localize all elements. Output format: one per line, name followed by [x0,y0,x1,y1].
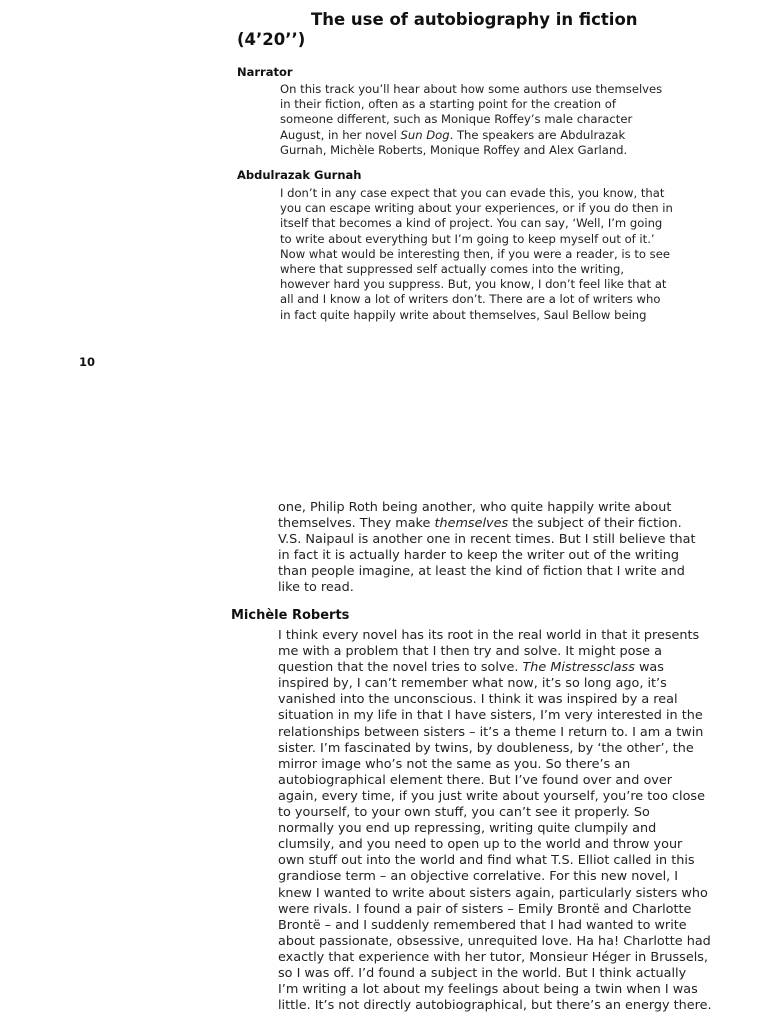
text-segment: autobiographical element there. But I’ve found over and over [278,772,673,788]
page-number: 10 [79,355,96,369]
text-segment: where that suppressed self actually comes into the writing, [280,262,625,277]
text-segment: Brontë – and I suddenly remembered that I had wanted to write [278,917,687,933]
text-segment: one, Philip Roth being another, who quite happily write about [278,500,672,515]
text-line [278,692,712,708]
document-title: The use of autobiography in fiction [311,10,638,29]
italic-title-text: Sun Dog [400,127,450,142]
text-segment: in their fiction, often as a starting point for the creation of [280,97,616,112]
text-line [278,837,712,853]
text-line [278,982,712,998]
text-line [280,112,662,127]
text-segment: I think every novel has its root in the real world in that it presents [278,628,700,643]
text-segment: in fact it is actually harder to keep the writer out of the writing [278,548,680,564]
text-segment: . The speakers are Abdulrazak [449,127,626,142]
text-segment: normally you end up repressing, writing quite clumpily and [278,821,657,837]
text-line [278,580,696,596]
track-duration: (4’20’’) [237,30,306,49]
text-segment: sister. I’m fascinated by twins, by doubleness, by ‘the other’, the [278,740,694,756]
gurnah-paragraph [280,186,673,323]
text-line [278,950,712,966]
text-segment: were rivals. I found a pair of sisters – Emily Brontë and Charlotte [278,901,692,917]
text-line [280,232,673,247]
text-segment: question that the novel tries to solve. [278,660,523,676]
text-line [278,532,696,548]
text-line [280,247,673,262]
text-line [278,853,712,869]
text-line [278,773,712,789]
text-segment: someone different, such as Monique Roffey’s male character [280,112,633,127]
text-line [280,277,673,292]
text-segment: you can escape writing about your experiences, or if you do then in [280,201,673,216]
text-line [280,262,673,277]
text-segment: to yourself, to your own stuff, you can’t see it properly. So [278,805,650,821]
text-segment: situation in my life in that I have sisters, I’m very interested in the [278,708,703,724]
text-segment: On this track you’ll hear about how some authors use themselves [280,82,663,96]
text-segment: than people imagine, at least the kind of fiction that I write and [278,564,685,580]
text-line [280,143,662,158]
text-segment: again, every time, if you just write about yourself, you’re too close [278,788,705,804]
text-line [278,998,712,1014]
text-line [280,308,673,323]
text-line [278,805,712,821]
text-segment: to write about everything but I’m going to keep myself out of it.’ [280,231,655,246]
text-line [278,548,696,564]
text-segment: V.S. Naipaul is another one in recent times. But I still believe that [278,532,696,548]
text-segment: the subject of their fiction. [508,516,682,532]
text-segment: itself that becomes a kind of project. You can say, ‘Well, I’m going [280,216,663,231]
text-line [278,869,712,885]
text-line [278,628,712,644]
text-line [278,500,696,516]
text-line [280,82,662,97]
text-line [278,741,712,757]
text-line [278,660,712,676]
italic-title-text: themselves [434,516,509,532]
text-line [278,644,712,660]
text-line [278,789,712,805]
text-segment: Gurnah, Michèle Roberts, Monique Roffey and Alex Garland. [280,142,628,157]
text-segment: I’m writing a lot about my feelings about being a twin when I was [278,982,698,998]
text-segment: relationships between sisters – it’s a theme I return to. I am a twin [278,724,704,740]
text-segment: however hard you suppress. But, you know, I don’t feel like that at [280,277,667,292]
italic-title-text: The Mistressclass [522,660,635,676]
text-segment: knew I wanted to write about sisters again, particularly sisters who [278,885,708,901]
text-line [280,97,662,112]
text-line [278,676,712,692]
text-segment: so I was off. I’d found a subject in the world. But I think actually [278,965,687,981]
narrator-paragraph [280,82,662,158]
speaker-name-narrator: Narrator [237,65,293,79]
text-segment: mirror image who’s not the same as you. So there’s an [278,756,631,772]
text-line [278,821,712,837]
text-segment: exactly that experience with her tutor, Monsieur Héger in Brussels, [278,949,708,965]
roberts-paragraph [278,628,712,1014]
text-segment: little. It’s not directly autobiographical, but there’s an energy there. [278,998,712,1014]
text-segment: in fact quite happily write about themselves, Saul Bellow being [280,307,647,322]
text-line [278,725,712,741]
text-segment: I don’t in any case expect that you can evade this, you know, that [280,186,665,200]
text-segment: about passionate, obsessive, unrequited love. Ha ha! Charlotte had [278,933,711,949]
text-segment: own stuff out into the world and find what T.S. Elliot called in this [278,853,695,869]
text-line [280,128,662,143]
text-segment: Now what would be interesting then, if you were a reader, is to see [280,246,670,261]
text-segment: clumsily, and you need to open up to the world and throw your [278,837,683,853]
text-segment: themselves. They make [278,516,435,532]
text-line [278,757,712,773]
text-segment: grandiose term – an objective correlative. For this new novel, I [278,869,679,885]
text-segment: August, in her novel [280,127,401,142]
text-line [278,708,712,724]
speaker-name-gurnah: Abdulrazak Gurnah [237,168,362,182]
text-line [278,564,696,580]
text-line [278,516,696,532]
text-segment: all and I know a lot of writers don’t. There are a lot of writers who [280,292,661,307]
text-segment: vanished into the unconscious. I think it was inspired by a real [278,692,678,708]
text-segment: like to read. [278,580,354,596]
text-line [280,216,673,231]
gurnah-paragraph-continued [278,500,696,597]
text-line [278,966,712,982]
text-line [278,902,712,918]
text-line [278,934,712,950]
speaker-name-roberts: Michèle Roberts [231,608,350,623]
text-segment: inspired by, I can’t remember what now, it’s so long ago, it’s [278,676,667,692]
text-segment: was [634,660,664,676]
text-line [278,918,712,934]
text-line [278,886,712,902]
text-segment: me with a problem that I then try and solve. It might pose a [278,644,662,660]
text-line [280,292,673,307]
text-line [280,186,673,201]
text-line [280,201,673,216]
